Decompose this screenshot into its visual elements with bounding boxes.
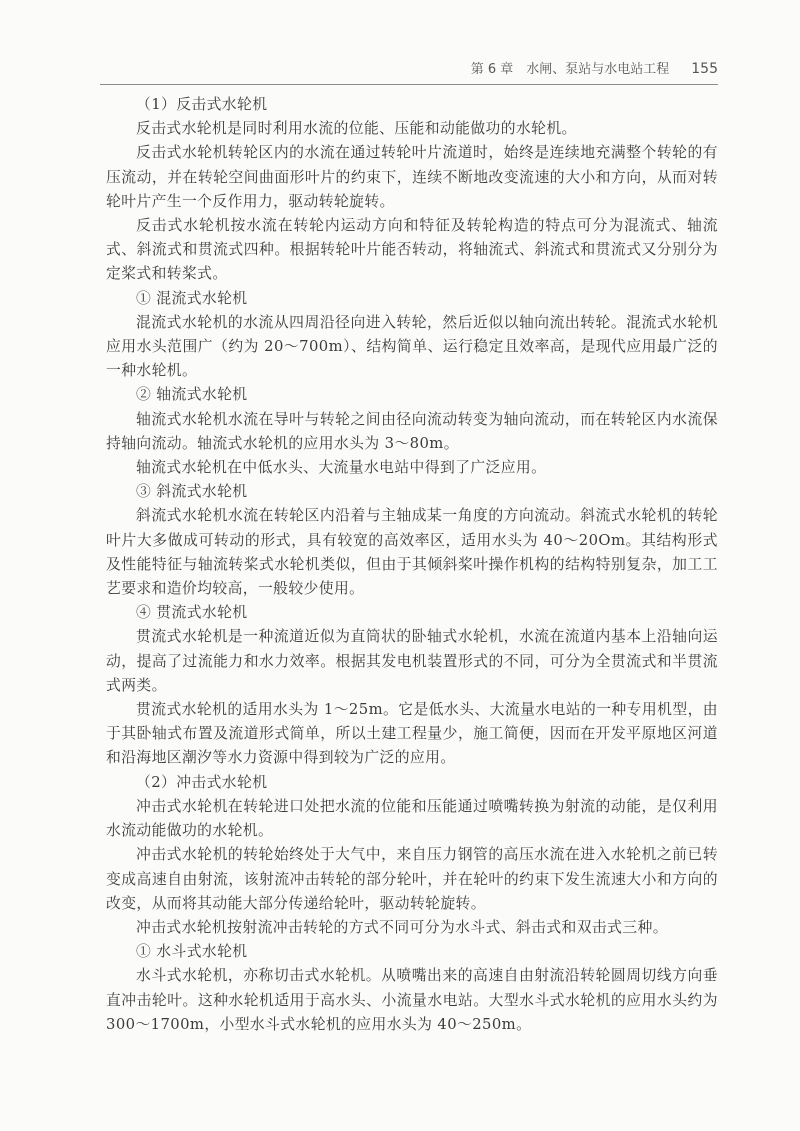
paragraph: 轴流式水轮机在中低水头、大流量水电站中得到了广泛应用。 — [136, 459, 547, 477]
subsection-heading: ① 水斗式水轮机 — [136, 943, 248, 961]
paragraph: 贯流式水轮机是一种流道近似为直筒状的卧轴式水轮机，水流在流道内基本上沿轴向运动，提高了过流能力和水力效率。根据其发电机装置形式的不同，可分为全贯流式和半贯流式两类。 — [106, 628, 718, 694]
paragraph: 斜流式水轮机水流在转轮区内沿着与主轴成某一角度的方向流动。斜流式水轮机的转轮叶片大多做成可转动的形式，具有较宽的高效率区，适用水头为 40～20Om。其结构形式及性能特征与轴流转桨式水轮机类似，但由于其倾斜桨叶操作机构的结构特别复杂，加工工艺要求和造价均较高，一般较少使用。 — [106, 507, 718, 598]
page-number: 155 — [691, 61, 718, 77]
paragraph: 冲击式水轮机的转轮始终处于大气中，来自压力钢管的高压水流在进入水轮机之前已转变成高速自由射流，该射流冲击转轮的部分轮叶，并在轮叶的约束下发生流速大小和方向的改变，从而将其动能大部分传递给轮叶，驱动转轮旋转。 — [106, 846, 718, 912]
section-heading: （2）冲击式水轮机 — [136, 773, 268, 791]
paragraph: 反击式水轮机按水流在转轮内运动方向和特征及转轮构造的特点可分为混流式、轴流式、斜流式和贯流式四种。根据转轮叶片能否转动，将轴流式、斜流式和贯流式又分别分为定桨式和转桨式。 — [106, 217, 718, 283]
paragraph: 冲击式水轮机在转轮进口处把水流的位能和压能通过喷嘴转换为射流的动能，是仅利用水流动能做功的水轮机。 — [106, 797, 718, 840]
paragraph: 反击式水轮机是同时利用水流的位能、压能和动能做功的水轮机。 — [136, 120, 577, 138]
subsection-heading: ③ 斜流式水轮机 — [136, 483, 248, 501]
paragraph: 冲击式水轮机按射流冲击转轮的方式不同可分为水斗式、斜击式和双击式三种。 — [136, 918, 668, 936]
subsection-heading: ④ 贯流式水轮机 — [136, 604, 248, 622]
chapter-title: 第 6 章 水闸、泵站与水电站工程 — [470, 62, 670, 77]
paragraph: 轴流式水轮机水流在导叶与转轮之间由径向流动转变为轴向流动，而在转轮区内水流保持轴向流动。轴流式水轮机的应用水头为 3～80m。 — [106, 410, 718, 452]
page-body — [106, 93, 718, 1037]
subsection-heading: ① 混流式水轮机 — [136, 289, 248, 307]
paragraph: 水斗式水轮机，亦称切击式水轮机。从喷嘴出来的高速自由射流沿转轮圆周切线方向垂直冲击轮叶。这种水轮机适用于高水头、小流量水电站。大型水斗式水轮机的应用水头约为 300～1700m，小型水斗式水轮机的应用水头为 40～250m。 — [106, 967, 718, 1033]
paragraph: 反击式水轮机转轮区内的水流在通过转轮叶片流道时，始终是连续地充满整个转轮的有压流动，并在转轮空间曲面形叶片的约束下，连续不断地改变流速的大小和方向，从而对转轮叶片产生一个反作用力，驱动转轮旋转。 — [106, 144, 718, 210]
section-heading: （1）反击式水轮机 — [136, 96, 268, 113]
running-header — [100, 58, 718, 85]
paragraph: 混流式水轮机的水流从四周沿径向进入转轮，然后近似以轴向流出转轮。混流式水轮机应用水头范围广（约为 20～700m）、结构简单、运行稳定且效率高，是现代应用最广泛的一种水轮机。 — [106, 313, 718, 380]
paragraph: 贯流式水轮机的适用水头为 1～25m。它是低水头、大流量水电站的一种专用机型，由于其卧轴式布置及流道形式简单，所以土建工程量少，施工简便，因而在开发平原地区河道和沿海地区潮汐等水力资源中得到较为广泛的应用。 — [106, 701, 718, 767]
subsection-heading: ② 轴流式水轮机 — [136, 386, 248, 404]
